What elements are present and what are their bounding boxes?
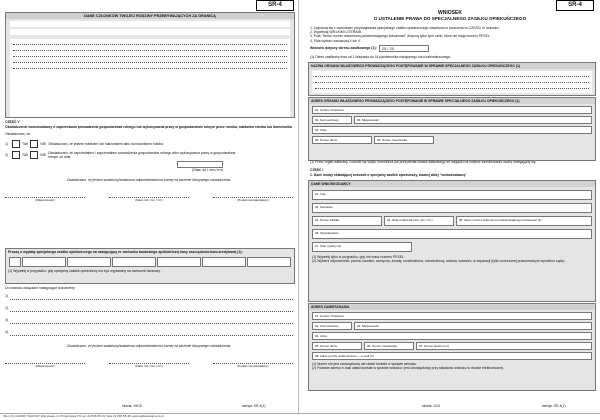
- option-row-1: 1) TAK NIE Oświadczam, że jestem rolnikiem lub małżonkiem albo domownikiem rolnika.: [5, 140, 293, 148]
- page-number-left: strona: 15/15: [122, 404, 142, 408]
- attach-item-3[interactable]: [5, 318, 293, 324]
- opt1-text: Oświadczam, że jestem rolnikiem lub małżonkiem albo domownikiem rolnika.: [48, 141, 164, 146]
- print-footer: [0, 413, 600, 420]
- bank-box: [5, 248, 295, 284]
- organ-postcode-field[interactable]: 02. Kod pocztowy: [312, 116, 352, 124]
- resp-statement-2: Oświadczam, że jestem świadomy/świadoma odpowiedzialności karnej za złożenie fałszywego oświadczenia.: [66, 344, 232, 349]
- part-v-title: CZĘŚĆ V: [5, 120, 20, 124]
- opt1-tak-checkbox[interactable]: [12, 140, 20, 148]
- title-block: [302, 10, 598, 21]
- part-i-sub: 1. Dane osoby składającej wniosek o specjalny zasiłek opiekuńczy, zwanej dalej "wnioskodawcą": [310, 173, 467, 177]
- home-city-field[interactable]: 03. Miejscowość: [354, 322, 592, 330]
- sign-label-2: (Podpis wnioskodawcy): [237, 364, 269, 369]
- signature-row-1: [5, 192, 293, 202]
- attach-title: Do wniosku dołączam następujące dokumenty:: [5, 286, 76, 290]
- family-abroad-textarea[interactable]: [10, 39, 290, 117]
- attach-num-3: 3): [5, 318, 9, 323]
- instr-3: 3. Pola "Seria i numer dokumentu potwierdzającego tożsamość" dotyczą tylko tych osób, które nie mają numeru PESEL.: [310, 34, 491, 39]
- version-left: wersja: SR-4(1): [242, 404, 266, 408]
- organ-street-field[interactable]: 04. Ulica: [312, 126, 592, 134]
- home-flat-field[interactable]: 06. Numer mieszkania: [364, 342, 414, 350]
- print-footer-text: SR-4 (1) 10/2020 "NAKOM" Warszawa, ul. Przasnyska 7/9, tel. 22 836 58 49, faks 22 836 58 48, www.gabaranski.com.pl: [3, 414, 164, 418]
- organ-flat-field[interactable]: 06. Numer mieszkania: [374, 136, 434, 144]
- civil-status-field[interactable]: 07. Stan cywilny (2): [312, 242, 412, 252]
- home-gmina-field[interactable]: 01. Gmina / Dzielnica: [312, 312, 592, 320]
- bank-title: Proszę o wypłatę specjalnego zasiłku opiekuńczego na następujący nr rachunku bankowego spółdzielczej kasy oszczędnościowo-kredytowej (1):: [8, 250, 243, 254]
- form-title: WNIOSEK: [438, 10, 462, 16]
- organ-name-head: NAZWA ORGANU WŁAŚCIWEGO PROWADZĄCEGO POSTĘPOWANIE W SPRAWIE SPECJALNEGO ZASIŁKU OPIEKUŃCZEGO (1): [309, 63, 595, 69]
- opt2-nie-checkbox[interactable]: [30, 151, 38, 159]
- birthdate-field[interactable]: 04. Data urodzenia (dd / mm / rrrr): [384, 216, 454, 226]
- bank-note: (1) Wypełnij w przypadku, gdy specjalny zasiłek opiekuńczy ma być wypłacany na rachunek bankowy.: [8, 269, 161, 274]
- organ-note: (1) Przez organ właściwy, rozumie się wójta, burmistrza lub prezydenta miasta właściwego ze względu na miejsce zamieszkania osoby ubiegającej się.: [310, 160, 537, 164]
- right-page: [302, 0, 598, 414]
- attach-num-2: 2): [5, 306, 9, 311]
- applicant-data-head: DANE WNIOSKODAWCY: [309, 181, 595, 187]
- statement-label: Oświadczam, że:: [5, 132, 31, 137]
- part-v-subtitle: Oświadczenie wnioskodawcy o zaprzestaniu prowadzenia gospodarstwa rolnego lub wykonywania pracy w gospodarstwie rolnym przez rolnika, małżonka rolnika lub domownika: [5, 125, 292, 130]
- part-v: [5, 120, 293, 202]
- option-row-2: 2) TAK NIE Oświadczam, że zaprzestałem / zaprzestałam prowadzenia gospodarstwa rolnego albo wykonywania pracy w gospodarstwie rolnym od dnia: [5, 151, 293, 159]
- organ-name-field[interactable]: [312, 71, 592, 93]
- opt2-tak-label: TAK: [22, 152, 29, 157]
- bank-number-field[interactable]: [9, 257, 291, 267]
- instr-2: 2. Wypełniaj WIELKIMI LITERAMI.: [310, 30, 363, 35]
- resp-statement-1: Oświadczam, że jestem świadomy/świadoma odpowiedzialności karnej za złożenie fałszywego oświadczenia.: [66, 178, 232, 183]
- home-street-field[interactable]: 04. Ulica: [312, 332, 592, 340]
- part-i-title: CZĘŚĆ I: [310, 168, 324, 172]
- home-note: (1) Numer nie jest obowiązkowy ale ułatwi kontakt w sprawie wniosku. (2) Podanie adresu e-mail ułatwi kontakt w sprawie wniosku i jest obowiązkowy przy składaniu wniosku w drodze elektronicznej.: [312, 362, 504, 371]
- instr-1: 1. Zapoznaj się z warunkami przysługiwania specjalnego zasiłku opiekuńczego zawartymi w pouczeniu w CZĘŚCI IV wniosku.: [310, 26, 500, 30]
- period-field[interactable]: 20 / 20: [379, 45, 429, 52]
- attach-num-4: 4): [5, 330, 9, 335]
- signature-row-2: [5, 358, 293, 368]
- home-email-field[interactable]: 08. Adres poczty elektronicznej — e-mail (2): [312, 352, 592, 360]
- opt2-nie-label: NIE: [40, 152, 46, 157]
- organ-gmina-field[interactable]: 01. Gmina / Dzielnica: [312, 106, 592, 114]
- sign-label-1: (Podpis wnioskodawcy): [237, 198, 269, 203]
- sheet-id-left: SR-4: [256, 0, 294, 11]
- date-label-1: (Data: dd / mm / rrrr): [135, 198, 163, 203]
- organ-address-head: ADRES ORGANU WŁAŚCIWEGO PROWADZĄCEGO POSTĘPOWANIE W SPRAWIE SPECJALNEGO ZASIŁKU OPIEKUŃCZEGO (1): [309, 98, 595, 104]
- last-name-field[interactable]: 02. Nazwisko: [312, 203, 592, 213]
- period-label: Wniosek dotyczy okresu zasiłkowego (1):: [310, 46, 377, 51]
- home-phone-field[interactable]: 07. Numer telefonu (1): [416, 342, 592, 350]
- attach-item-1[interactable]: [5, 294, 293, 300]
- home-address-box: [308, 303, 596, 391]
- attach-num-1: 1): [5, 294, 9, 299]
- id-doc-field[interactable]: 05. Seria i numer dokumentu potwierdzającego tożsamość (1): [456, 216, 592, 226]
- date-field-row: [5, 161, 293, 168]
- home-postcode-field[interactable]: 02. Kod pocztowy: [312, 322, 352, 330]
- date-label-2: (Data: dd / mm / rrrr): [135, 364, 163, 369]
- instructions: [310, 26, 590, 43]
- organ-address-box: [308, 97, 596, 161]
- place-label-1: (Miejscowość): [35, 198, 55, 203]
- applicant-note: (1) Wypełnij tylko w przypadku, gdy nie masz numeru PESEL. (2) Wybierz odpowiednio: panna, kawaler, zamężna, żonaty, rozwiedziona, rozwiedziony, wdowa, wdowiec, w separacji (tylko orzeczonej prawomocnym wyrokiem sądu).: [312, 255, 566, 264]
- pesel-field[interactable]: 03. Numer PESEL: [312, 216, 382, 226]
- family-abroad-box: [5, 12, 295, 118]
- opt1-tak-label: TAK: [22, 141, 29, 146]
- version-right: wersja: SR-4(1): [542, 404, 566, 408]
- home-address-head: ADRES ZAMIESZKANIA: [309, 304, 595, 310]
- first-name-field[interactable]: 01. Imię: [312, 190, 592, 200]
- attachments: [5, 286, 293, 368]
- home-house-field[interactable]: 05. Numer domu: [312, 342, 362, 350]
- organ-name-box: [308, 62, 596, 96]
- opt1-nie-checkbox[interactable]: [30, 140, 38, 148]
- attach-item-2[interactable]: [5, 306, 293, 312]
- place-label-2: (Miejscowość): [35, 364, 55, 369]
- attach-item-4[interactable]: [5, 330, 293, 336]
- period-note: (1) Okres zasiłkowy trwa od 1 listopada do 31 października następnego roku kalendarzowego.: [310, 55, 452, 59]
- opt2-text: Oświadczam, że zaprzestałem / zaprzestałam prowadzenia gospodarstwa rolnego albo wykonywania pracy w gospodarstwie rolnym od dnia: [48, 150, 236, 159]
- applicant-data-box: [308, 180, 596, 302]
- date-hint: (Data: dd / mm / rrrr): [192, 168, 223, 173]
- stop-date-field[interactable]: [177, 161, 223, 168]
- citizenship-field[interactable]: 06. Obywatelstwo: [312, 229, 592, 239]
- organ-city-field[interactable]: 03. Miejscowość: [354, 116, 592, 124]
- left-page: [2, 0, 299, 414]
- form-subtitle: O USTALENIE PRAWA DO SPECJALNEGO ZASIŁKU OPIEKUŃCZEGO: [373, 16, 527, 21]
- instr-4: 4. Pola wyboru zaznaczaj X lub X.: [310, 38, 362, 43]
- organ-house-field[interactable]: 05. Numer domu: [312, 136, 372, 144]
- family-abroad-title: DANE CZŁONKÓW TWOJEJ RODZINY PRZEBYWAJĄCYCH ZA GRANICĄ: [6, 13, 294, 19]
- sheet-id-right: SR-4: [556, 0, 594, 11]
- opt1-nie-label: NIE: [40, 141, 46, 146]
- page-number-right: strona: 1/10: [422, 404, 440, 408]
- opt2-tak-checkbox[interactable]: [12, 151, 20, 159]
- period-row: [310, 45, 429, 52]
